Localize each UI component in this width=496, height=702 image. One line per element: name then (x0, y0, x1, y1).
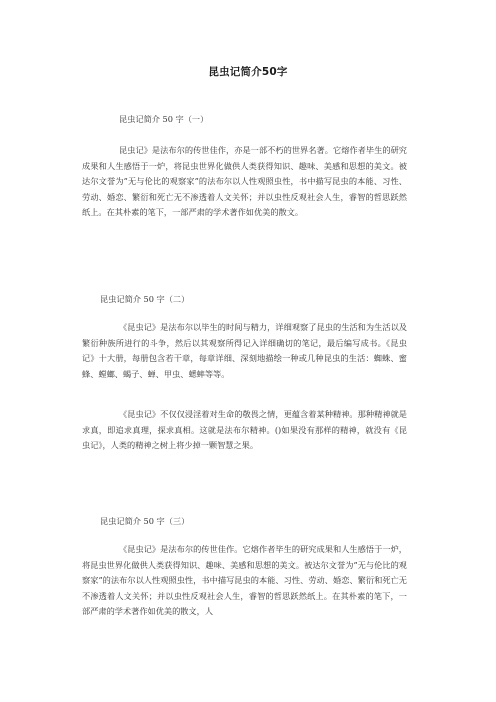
page-title: 昆虫记简介50字 (208, 66, 288, 78)
section-2-paragraph-2: 《昆虫记》不仅仅浸淫着对生命的敬畏之情，更蕴含着某种精神。那种精神就是求真，即追求真理，探求真相。这就是法布尔精神。()如果没有那样的精神，就没有《昆虫记》，人类的精神之树上将少掉一颗智慧之果。 (82, 409, 407, 451)
section-1-paragraph-1: 昆虫记》是法布尔的传世佳作，亦是一部不朽的世界名著。它熔作者毕生的研究成果和人生感悟于一炉，将昆虫世界化做供人类获得知识、趣味、美感和思想的美文。被达尔文誉为”无与伦比的观察家”的法布尔以人性观照虫性，书中描写昆虫的本能、习性、劳动、婚恋、繁衍和死亡无不渗透着人文关怀；并以虫性反观社会人生，睿智的哲思跃然纸上。在其朴素的笔下，一部严肃的学术著作如优美的散文。 (82, 145, 407, 218)
section-2-paragraph-1: 《昆虫记》是法布尔以毕生的时间与精力，详细观察了昆虫的生活和为生活以及繁衍种族所进行的斗争，然后以其观察所得记入详细确切的笔记，最后编写成书。《昆虫记》十大册，每册包含若干章，每章详细、深刻地描绘一种或几种昆虫的生活：蜘蛛、蜜蜂、螳螂、蝎子、蝉、甲虫、蟋蟀等等。 (82, 322, 407, 379)
section-heading-3: 昆虫记简介 50 字（三） (100, 516, 190, 526)
section-heading-1: 昆虫记简介 50 字（一） (119, 114, 209, 124)
section-3-paragraph-1: 《昆虫记》是法布尔的传世佳作。它熔作者毕生的研究成果和人生感悟于一炉，将昆虫世界化做供人类获得知识、趣味、美感和思想的美文。被达尔文誉为”无与伦比的观察家”的法布尔以人性观照虫性，书中描写昆虫的本能、习性、劳动、婚恋、繁衍和死亡无不渗透着人文关怀；并以虫性反观社会人生，睿智的哲思跃然纸上。在其朴素的笔下，一部严肃的学术著作如优美的散文，人 (82, 544, 407, 617)
section-heading-2: 昆虫记简介 50 字（二） (100, 294, 190, 304)
